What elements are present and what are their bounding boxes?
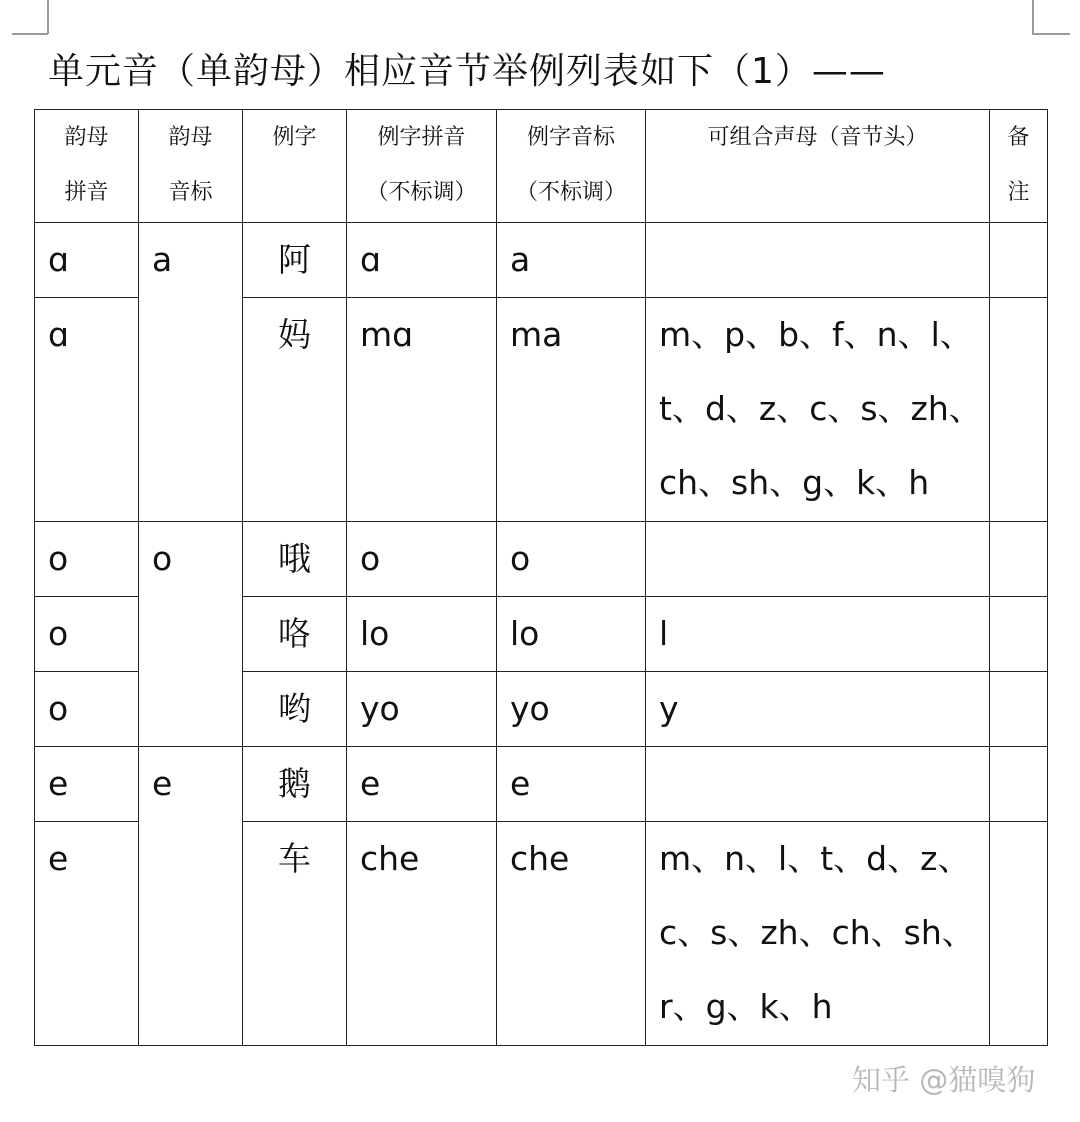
header-line: 备 xyxy=(1007,125,1030,150)
table-row xyxy=(35,522,1048,597)
cell-example-char: 鹅 xyxy=(243,747,347,822)
initials-line: m、p、b、f、n、l、 xyxy=(659,315,973,354)
initials-line: t、d、z、c、s、zh、 xyxy=(659,389,982,428)
cell-initials xyxy=(646,223,990,298)
cell-example-char: 哦 xyxy=(243,522,347,597)
initials-line: r、g、k、h xyxy=(659,987,833,1026)
crop-mark-top-right-vertical xyxy=(1032,0,1034,34)
cell-example-pinyin: e xyxy=(347,747,497,822)
header-initials xyxy=(646,110,990,223)
crop-mark-top-left-vertical xyxy=(47,0,49,34)
cell-example-char: 咯 xyxy=(243,597,347,672)
header-line: 例字 xyxy=(272,125,317,150)
syllable-table xyxy=(34,109,1048,1046)
table-row xyxy=(35,223,1048,298)
header-line: （不标调） xyxy=(515,180,626,205)
page-title: 单元音（单韵母）相应音节举例列表如下（1）—— xyxy=(48,51,886,92)
cell-example-char: 妈 xyxy=(243,298,347,522)
cell-final-ipa: o xyxy=(139,522,243,747)
cell-example-pinyin: mɑ xyxy=(347,298,497,522)
cell-example-ipa: a xyxy=(497,223,646,298)
cell-final-ipa: e xyxy=(139,747,243,1046)
initials-line: l xyxy=(659,614,669,653)
cell-example-ipa: ma xyxy=(497,298,646,522)
cell-example-ipa: che xyxy=(497,822,646,1046)
cell-initials xyxy=(646,522,990,597)
initials-line: c、s、zh、ch、sh、 xyxy=(659,913,975,952)
header-remark xyxy=(990,110,1048,223)
cell-example-char: 哟 xyxy=(243,672,347,747)
header-line: 例字音标 xyxy=(526,125,615,150)
watermark: 知乎 @猫嗅狗 xyxy=(852,1063,1036,1097)
cell-example-pinyin: che xyxy=(347,822,497,1046)
cell-initials xyxy=(646,597,990,672)
crop-mark-top-right-horizontal xyxy=(1032,33,1070,35)
header-line: 例字拼音 xyxy=(377,125,466,150)
cell-initials xyxy=(646,822,990,1046)
cell-example-char: 阿 xyxy=(243,223,347,298)
header-line: 拼音 xyxy=(64,180,109,205)
cell-example-pinyin: ɑ xyxy=(347,223,497,298)
table-row xyxy=(35,747,1048,822)
cell-example-pinyin: yo xyxy=(347,672,497,747)
cell-remark xyxy=(990,822,1048,1046)
cell-initials xyxy=(646,298,990,522)
cell-example-char: 车 xyxy=(243,822,347,1046)
initials-line: ch、sh、g、k、h xyxy=(659,463,930,502)
cell-final-pinyin: e xyxy=(35,822,139,1046)
cell-remark xyxy=(990,672,1048,747)
header-line: 可组合声母（音节头） xyxy=(707,125,928,150)
cell-final-pinyin: ɑ xyxy=(35,298,139,522)
cell-example-ipa: yo xyxy=(497,672,646,747)
cell-initials xyxy=(646,672,990,747)
cell-final-pinyin: o xyxy=(35,522,139,597)
cell-remark xyxy=(990,597,1048,672)
header-line: 注 xyxy=(1007,180,1030,205)
cell-example-ipa: e xyxy=(497,747,646,822)
cell-initials xyxy=(646,747,990,822)
initials-line: y xyxy=(659,689,679,728)
cell-final-pinyin: e xyxy=(35,747,139,822)
header-example-char xyxy=(243,110,347,223)
cell-final-pinyin: o xyxy=(35,597,139,672)
cell-final-pinyin: o xyxy=(35,672,139,747)
header-line: 韵母 xyxy=(168,125,213,150)
cell-remark xyxy=(990,298,1048,522)
cell-remark xyxy=(990,223,1048,298)
cell-example-pinyin: o xyxy=(347,522,497,597)
header-final-pinyin xyxy=(35,110,139,223)
header-line: 音标 xyxy=(168,180,213,205)
header-final-ipa xyxy=(139,110,243,223)
cell-example-ipa: o xyxy=(497,522,646,597)
cell-example-pinyin: lo xyxy=(347,597,497,672)
initials-line: m、n、l、t、d、z、 xyxy=(659,839,971,878)
crop-mark-top-left-horizontal xyxy=(12,33,48,35)
header-line: 韵母 xyxy=(64,125,109,150)
table-header-row xyxy=(35,110,1048,223)
header-example-ipa xyxy=(497,110,646,223)
header-line: （不标调） xyxy=(366,180,477,205)
cell-final-pinyin: ɑ xyxy=(35,223,139,298)
cell-final-ipa: a xyxy=(139,223,243,522)
cell-example-ipa: lo xyxy=(497,597,646,672)
cell-remark xyxy=(990,747,1048,822)
cell-remark xyxy=(990,522,1048,597)
header-example-pinyin xyxy=(347,110,497,223)
